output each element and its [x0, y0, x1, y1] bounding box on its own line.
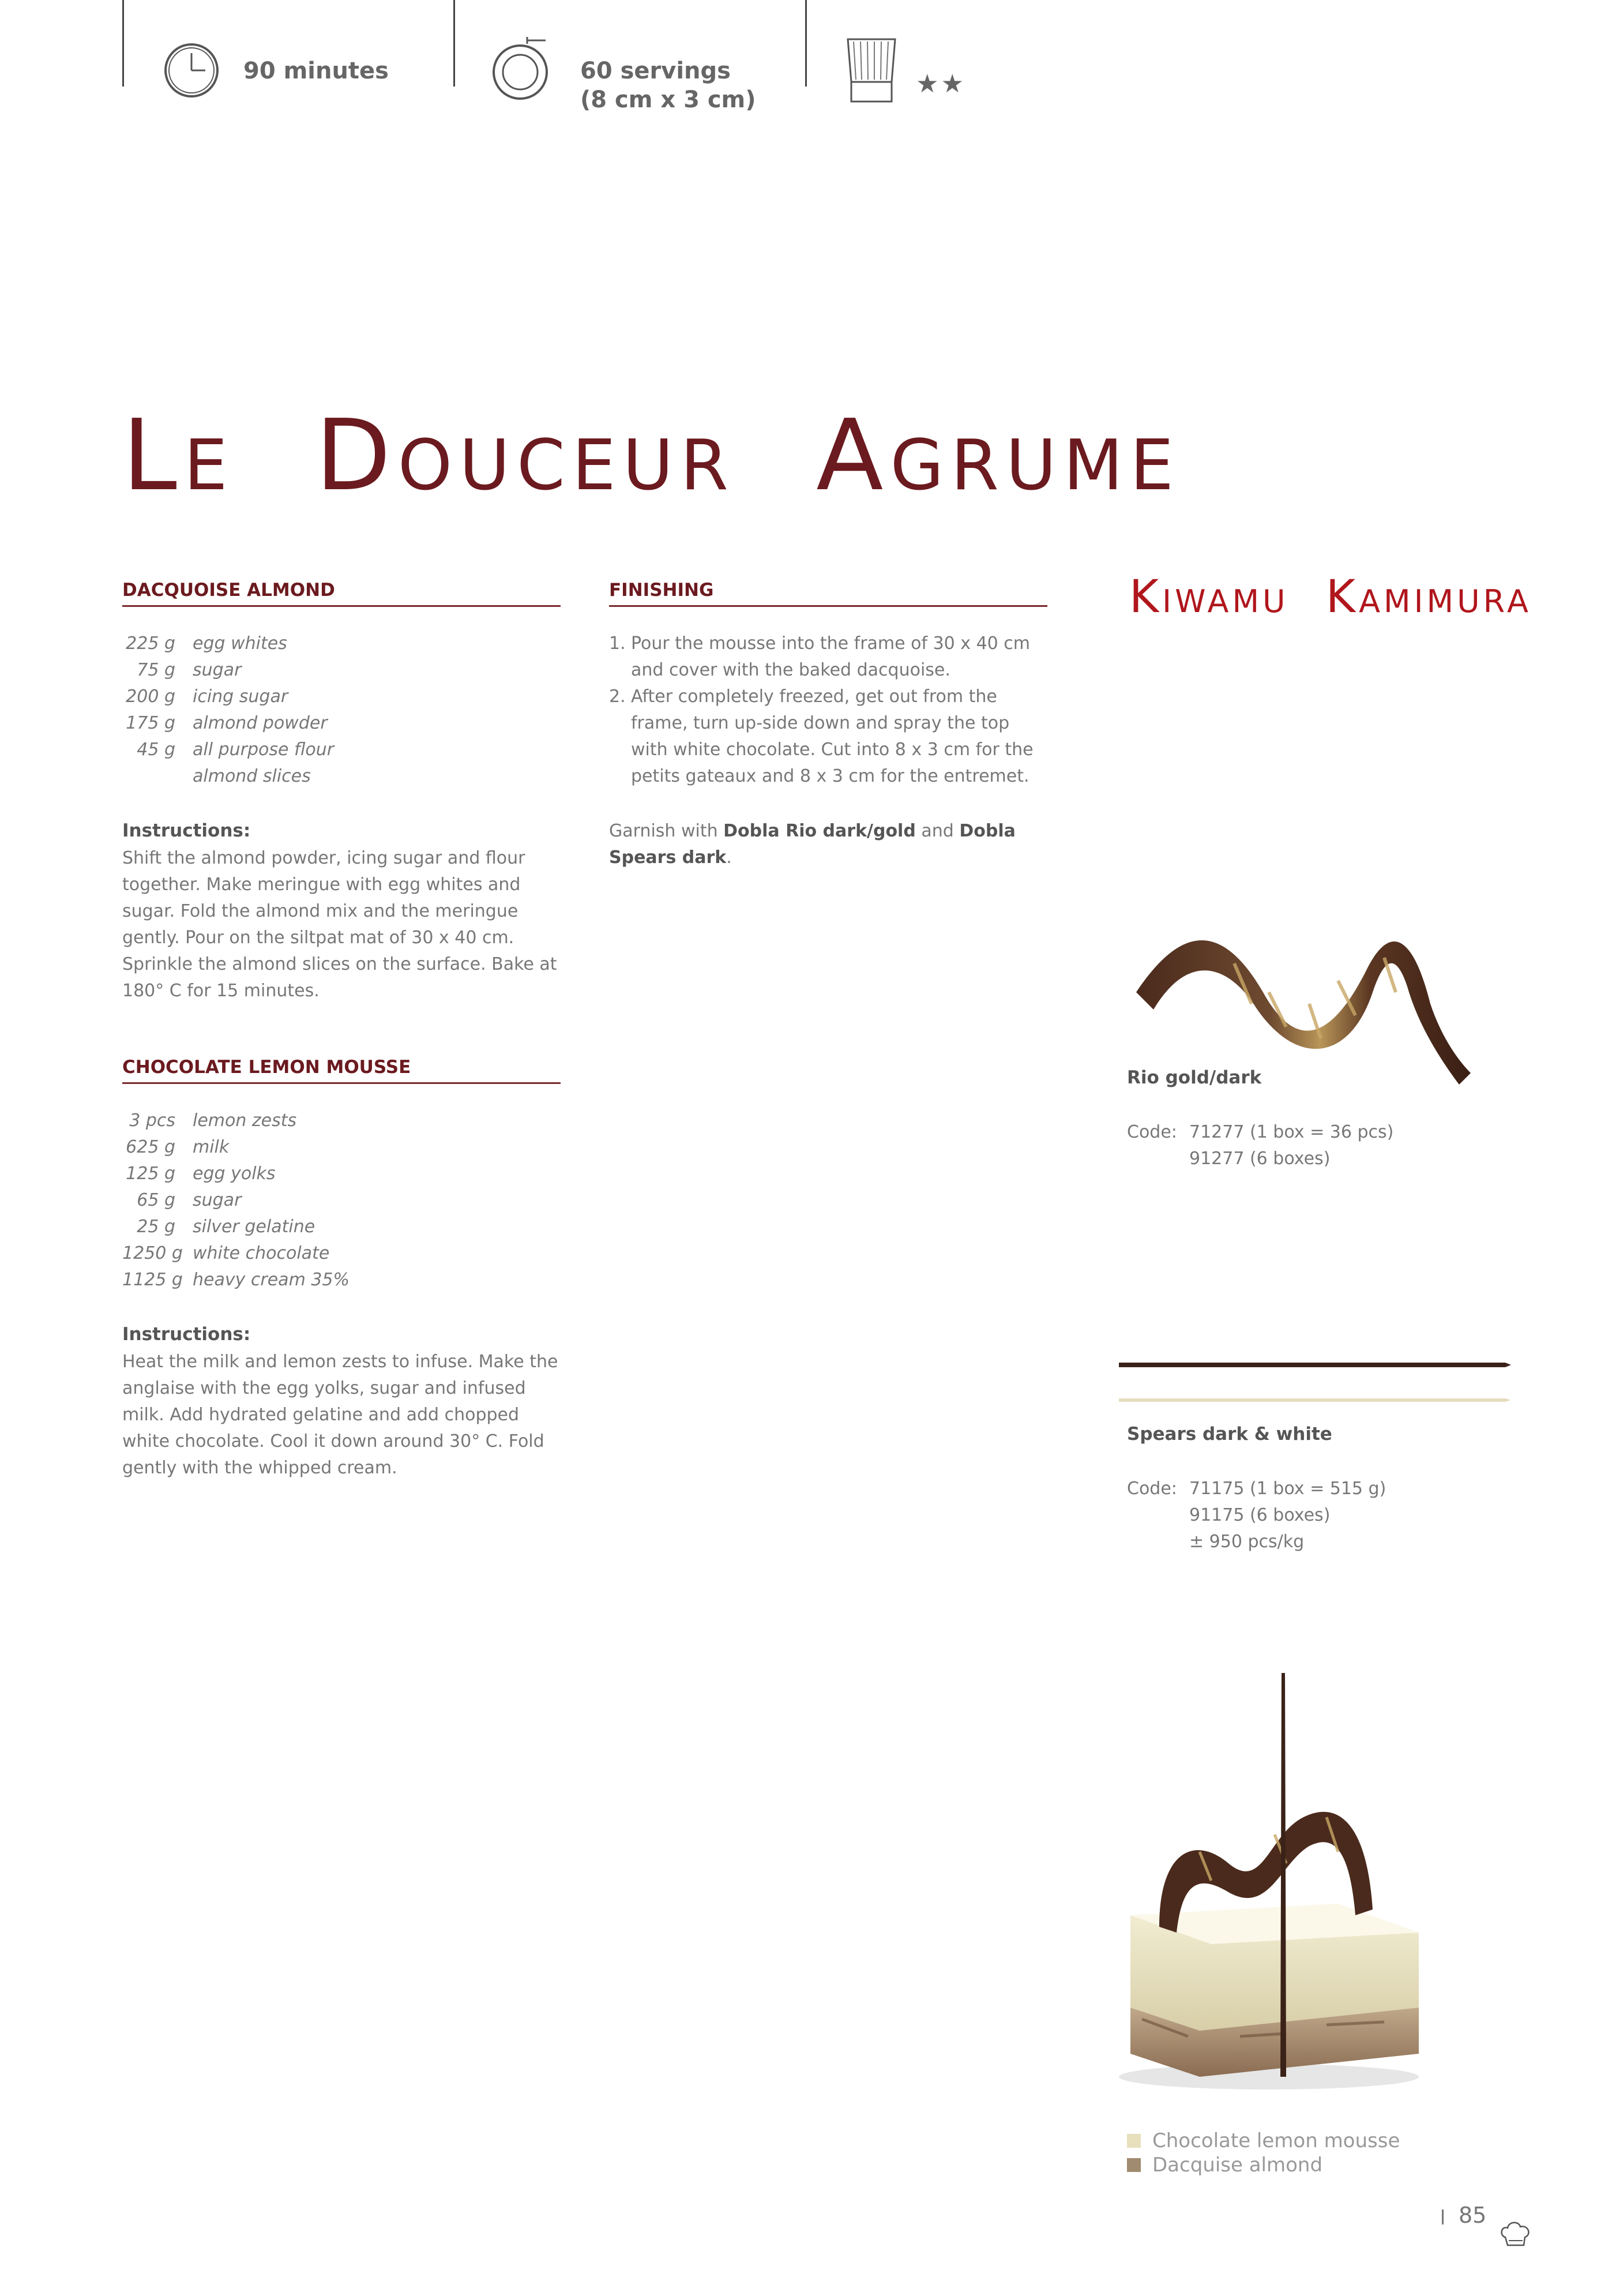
- ingredient-row: [122, 657, 334, 684]
- ingredient-qty: 175 g: [126, 713, 175, 733]
- dacquoise-instructions-label: Instructions:: [122, 820, 251, 841]
- header-divider: [805, 0, 807, 87]
- product-name-rio: Rio gold/dark: [1127, 1067, 1262, 1088]
- ingredient-qty: 625 g: [126, 1137, 175, 1157]
- ingredient-qty: 1250 g: [122, 1243, 183, 1263]
- page-number: [1442, 2203, 1486, 2228]
- finishing-step: [609, 631, 1047, 684]
- ingredient-name: sugar: [193, 1190, 242, 1210]
- ingredient-row: [122, 737, 334, 763]
- code-line: 91175 (6 boxes): [1189, 1505, 1331, 1525]
- garnish-product-2: Dobla Spears dark: [609, 821, 1016, 868]
- ingredient-name: lemon zests: [193, 1111, 297, 1131]
- garnish-post: .: [726, 847, 732, 868]
- step-text: Pour the mousse into the frame of 30 x 40 cm and cover with the baked dacquoise.: [631, 633, 1031, 680]
- dacquoise-instructions: Shift the almond powder, icing sugar and flour together. Make meringue with egg whites and sugar. Fold the almond mix and the meringue gently. Pour on the siltpat mat of 30 x 40 cm. Sprinkle the almond slices on the surface. Bake at 180° C for 15 minutes.: [122, 848, 557, 1001]
- legend-label: Dacquise almond: [1152, 2154, 1323, 2177]
- ingredient-qty: 25 g: [137, 1217, 175, 1237]
- ingredient-qty: 225 g: [126, 633, 175, 654]
- garnish-pre: Garnish with: [609, 821, 724, 841]
- ingredient-name: almond slices: [193, 766, 311, 786]
- chef-hat-icon: [846, 36, 897, 105]
- clock-icon: [163, 40, 220, 100]
- ingredient-name: egg whites: [193, 633, 287, 654]
- code-line: ± 950 pcs/kg: [1189, 1532, 1305, 1552]
- ingredient-qty: 200 g: [126, 686, 175, 707]
- title-rest: OUCEUR: [397, 426, 735, 506]
- chef-rest: AMIMURA: [1359, 583, 1532, 620]
- ingredient-name: icing sugar: [193, 686, 288, 707]
- servings-size: (8 cm x 3 cm): [580, 87, 756, 113]
- ingredient-name: sugar: [193, 660, 242, 680]
- ingredient-name: white chocolate: [193, 1243, 330, 1263]
- garnish-product-1: Dobla Rio dark/gold: [723, 821, 916, 841]
- mousse-instructions-label: Instructions:: [122, 1324, 251, 1345]
- code-line: 71175 (1 box = 515 g): [1189, 1479, 1386, 1499]
- code-line: 71277 (1 box = 36 pcs): [1189, 1122, 1394, 1142]
- legend: [1127, 2129, 1400, 2177]
- product-name-spears: Spears dark & white: [1127, 1424, 1332, 1445]
- title-rest: GRUME: [890, 426, 1181, 506]
- ingredient-name: silver gelatine: [193, 1217, 315, 1237]
- prep-time: 90 minutes: [243, 58, 389, 84]
- product-code-rio: [1127, 1119, 1393, 1172]
- chef-cap: K: [1325, 571, 1359, 623]
- ingredient-name: milk: [193, 1137, 230, 1157]
- garnish-mid: and: [915, 821, 960, 841]
- ingredient-row: [122, 1108, 350, 1134]
- legend-swatch: [1127, 2158, 1141, 2172]
- title-cap: L: [122, 399, 184, 513]
- chef-rest: IWAMU: [1162, 583, 1289, 620]
- mousse-heading: CHOCOLATE LEMON MOUSSE: [122, 1057, 561, 1084]
- finishing-steps: [609, 631, 1047, 790]
- step-number: 1.: [609, 633, 626, 654]
- ingredient-row: [122, 1267, 350, 1293]
- ingredient-qty: 125 g: [126, 1164, 175, 1184]
- ingredient-row: [122, 1187, 350, 1214]
- ingredient-row: [122, 710, 334, 737]
- chef-hat-icon: [1500, 2220, 1532, 2249]
- difficulty-stars: ★★: [916, 69, 966, 99]
- ingredient-row: [122, 1161, 350, 1187]
- ingredient-name: almond powder: [193, 713, 328, 733]
- page-title: [122, 399, 1181, 518]
- header-divider: [122, 0, 124, 87]
- header-divider: [453, 0, 455, 87]
- mousse-instructions: Heat the milk and lemon zests to infuse. Make the anglaise with the egg yolks, sugar and infused milk. Add hydrated gelatine and add chopped white chocolate. Cool it down around 30° C. Fold gently with the whipped cream.: [122, 1352, 558, 1478]
- page-number-value: 85: [1459, 2203, 1487, 2228]
- ingredient-row: [122, 763, 334, 790]
- ingredient-qty: 75 g: [137, 660, 175, 680]
- servings-count: 60 servings: [580, 58, 731, 84]
- chef-cap: K: [1129, 571, 1163, 623]
- ingredient-row: [122, 1240, 350, 1267]
- code-label: Code:: [1127, 1122, 1177, 1142]
- ingredient-qty: 3 pcs: [129, 1111, 175, 1131]
- ingredient-row: [122, 684, 334, 710]
- chef-name: [1129, 571, 1532, 628]
- title-cap: A: [816, 399, 890, 513]
- dacquoise-ingredients: [122, 631, 334, 790]
- title-cap: D: [315, 399, 398, 513]
- legend-item: [1127, 2129, 1400, 2153]
- ingredient-qty: 45 g: [137, 740, 175, 760]
- plate-icon: [491, 35, 555, 104]
- page-number-tick: [1442, 2209, 1444, 2224]
- ingredient-name: heavy cream 35%: [193, 1270, 350, 1290]
- ingredient-qty: [122, 763, 193, 790]
- ingredient-qty: 1125 g: [122, 1270, 183, 1290]
- garnish-text: [609, 818, 1047, 871]
- title-rest: E: [183, 426, 235, 506]
- code-line: 91277 (6 boxes): [1189, 1149, 1331, 1169]
- spears-image: [1107, 1350, 1523, 1413]
- step-number: 2.: [609, 686, 626, 707]
- ingredient-name: egg yolks: [193, 1164, 276, 1184]
- ingredient-name: all purpose flour: [193, 740, 335, 760]
- legend-label: Chocolate lemon mousse: [1152, 2129, 1400, 2152]
- servings: [580, 57, 756, 114]
- ingredient-qty: 65 g: [137, 1190, 175, 1210]
- legend-swatch: [1127, 2134, 1141, 2148]
- step-text: After completely freezed, get out from the frame, turn up-side down and spray the top with white chocolate. Cut into 8 x 3 cm for the petits gateaux and 8 x 3 cm for the entremet.: [631, 686, 1034, 786]
- code-label: Code:: [1127, 1479, 1177, 1499]
- finishing-step: [609, 684, 1047, 790]
- mousse-ingredients: [122, 1108, 350, 1293]
- ingredient-row: [122, 631, 334, 657]
- ingredient-row: [122, 1134, 350, 1161]
- finishing-heading: FINISHING: [609, 580, 1047, 607]
- ingredient-row: [122, 1214, 350, 1240]
- legend-item: [1127, 2153, 1400, 2177]
- dacquoise-heading: DACQUOISE ALMOND: [122, 580, 561, 607]
- dessert-photo: [1096, 1661, 1453, 2100]
- product-code-spears: [1127, 1476, 1386, 1555]
